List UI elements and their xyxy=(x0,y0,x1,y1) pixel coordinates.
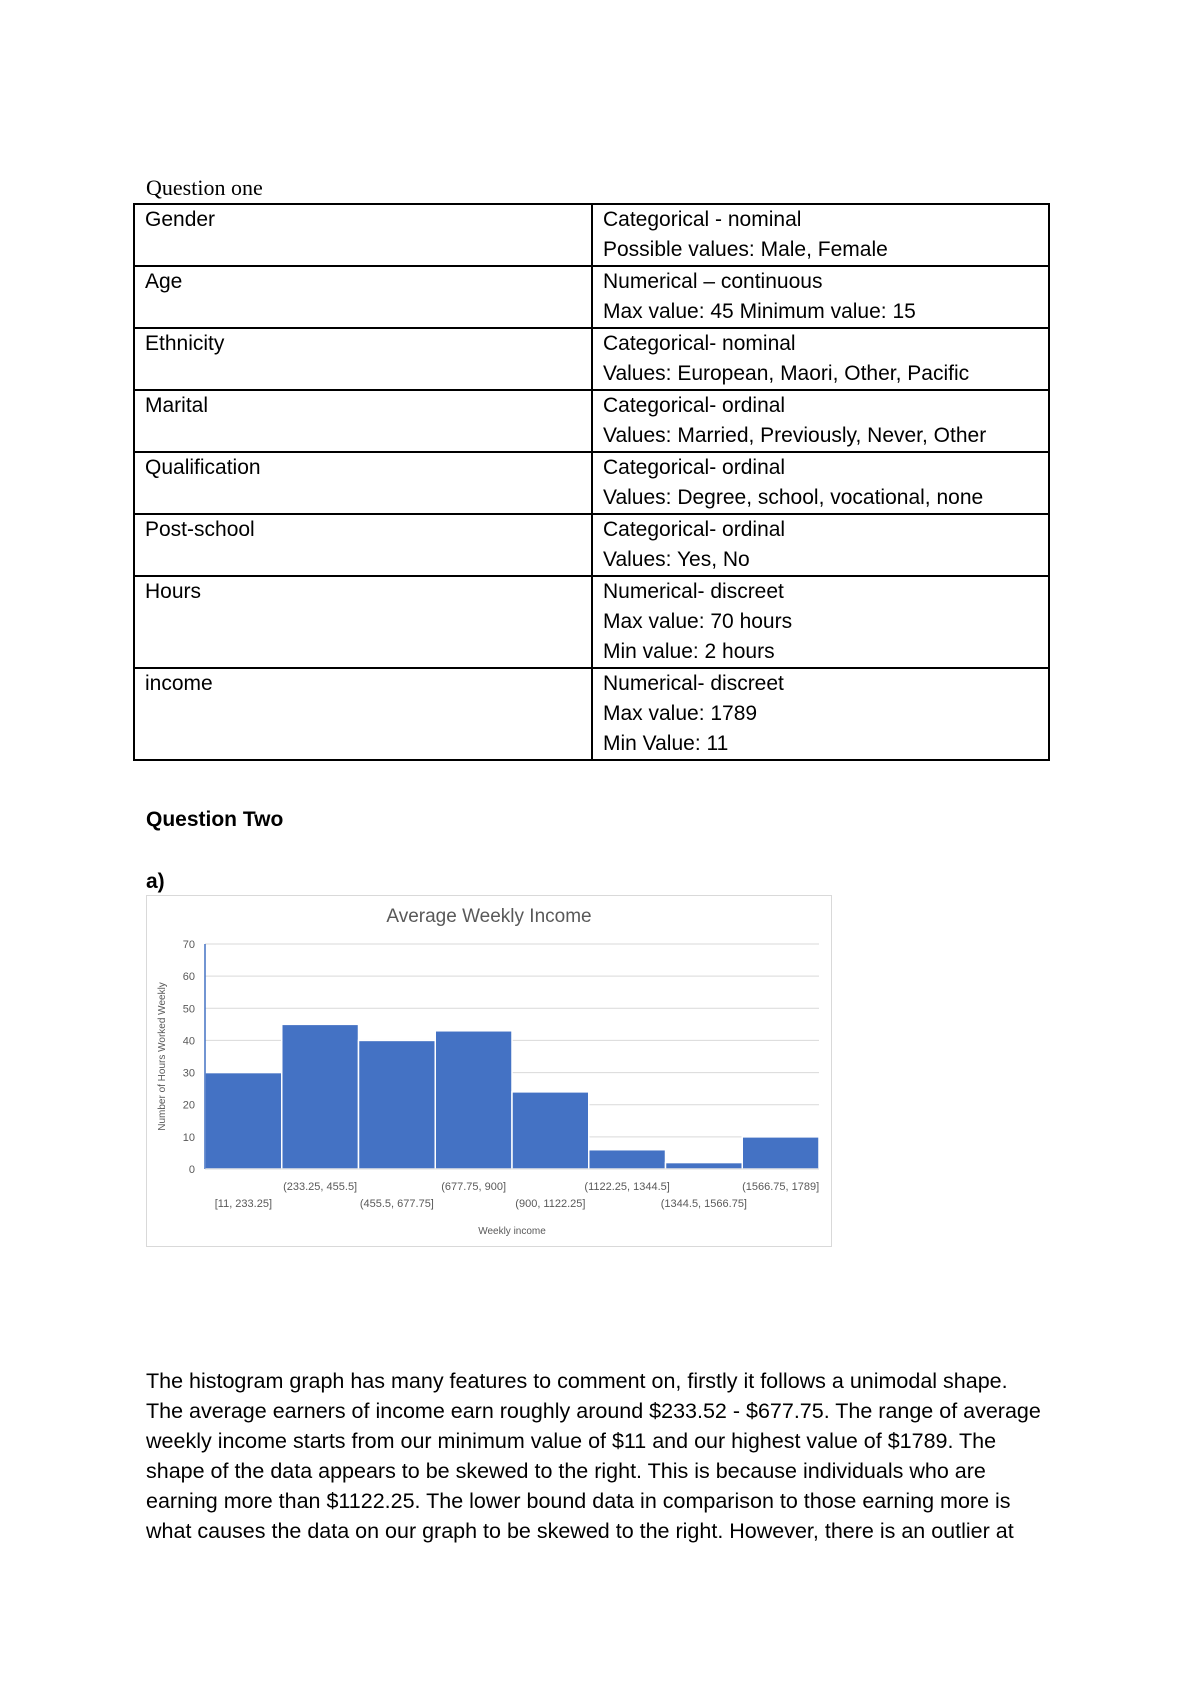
description-line: Values: Yes, No xyxy=(603,548,750,571)
histogram-bar xyxy=(589,1150,666,1169)
x-tick-label: [11, 233.25] xyxy=(214,1198,273,1210)
variable-name: Ethnicity xyxy=(134,328,592,390)
variables-table xyxy=(133,203,1050,761)
histogram-chart xyxy=(146,895,832,1247)
variable-description xyxy=(592,514,1049,576)
description-line: Numerical – continuous xyxy=(603,270,823,293)
variable-name: Qualification xyxy=(134,452,592,514)
x-tick-label: (1344.5, 1566.75] xyxy=(660,1198,747,1210)
table-row xyxy=(134,576,1049,668)
variable-name: Post-school xyxy=(134,514,592,576)
variable-description xyxy=(592,266,1049,328)
y-tick-label: 30 xyxy=(182,1067,195,1080)
table-row xyxy=(134,390,1049,452)
description-line: Max value: 70 hours xyxy=(603,610,793,633)
x-axis-title: Weekly income xyxy=(478,1226,546,1237)
histogram-bar xyxy=(435,1031,512,1169)
variable-name: income xyxy=(134,668,592,760)
histogram-bar xyxy=(512,1092,589,1169)
y-tick-label: 60 xyxy=(182,971,195,984)
table-row xyxy=(134,452,1049,514)
histogram-bar xyxy=(359,1040,436,1169)
variable-name: Marital xyxy=(134,390,592,452)
description-line: Max value: 1789 xyxy=(603,702,758,725)
description-line: Values: Degree, school, vocational, none xyxy=(603,486,984,509)
table-row xyxy=(134,328,1049,390)
description-line: Numerical- discreet xyxy=(603,580,784,603)
description-line: Values: Married, Previously, Never, Other xyxy=(603,424,987,447)
variable-description xyxy=(592,576,1049,668)
histogram-svg xyxy=(147,896,831,1246)
description-line: Values: European, Maori, Other, Pacific xyxy=(603,362,970,385)
variable-name: Age xyxy=(134,266,592,328)
table-row xyxy=(134,266,1049,328)
question-two-heading: Question Two xyxy=(146,808,284,831)
y-tick-label: 50 xyxy=(182,1003,195,1016)
histogram-commentary: The histogram graph has many features to comment on, firstly it follows a unimodal shape. The average earners of income earn roughly around $233.52 - $677.75. The range of average weekly income starts from our minimum value of $11 and our highest value of $1789. The shape of the data appears to be skewed to the right. This is because individuals who are earning more than $1122.25. The lower bound data in comparison to those earning more is what causes the data on our graph to be skewed to the right. However, there is an outlier at xyxy=(146,1369,1041,1543)
description-line: Possible values: Male, Female xyxy=(603,238,888,261)
description-line: Categorical- ordinal xyxy=(603,394,786,417)
variable-name: Hours xyxy=(134,576,592,668)
x-tick-label: (455.5, 677.75] xyxy=(359,1198,434,1210)
part-a-label: a) xyxy=(146,870,165,893)
table-row xyxy=(134,204,1049,266)
histogram-bar xyxy=(742,1137,819,1169)
variable-description xyxy=(592,668,1049,760)
table-row xyxy=(134,514,1049,576)
description-line: Min value: 2 hours xyxy=(603,640,775,663)
variable-description xyxy=(592,390,1049,452)
histogram-bar xyxy=(205,1073,282,1169)
description-line: Categorical- nominal xyxy=(603,332,796,355)
description-line: Categorical- ordinal xyxy=(603,456,786,479)
description-line: Max value: 45 Minimum value: 15 xyxy=(603,300,916,323)
description-line: Categorical - nominal xyxy=(603,208,802,231)
table-row xyxy=(134,668,1049,760)
y-tick-label: 0 xyxy=(188,1164,195,1176)
chart-title: Average Weekly Income xyxy=(386,906,592,927)
y-tick-label: 10 xyxy=(182,1131,195,1144)
x-tick-label: (677.75, 900] xyxy=(441,1181,507,1193)
description-line: Min Value: 11 xyxy=(603,732,729,755)
variable-description xyxy=(592,452,1049,514)
description-line: Numerical- discreet xyxy=(603,672,784,695)
question-one-heading: Question one xyxy=(146,175,263,200)
histogram-bar xyxy=(282,1024,359,1169)
x-tick-label: (900, 1122.25] xyxy=(515,1198,586,1210)
x-tick-label: (1122.25, 1344.5] xyxy=(584,1181,670,1193)
histogram-bar xyxy=(666,1163,743,1169)
x-tick-label: (1566.75, 1789] xyxy=(742,1181,820,1193)
variable-description xyxy=(592,204,1049,266)
x-tick-label: (233.25, 455.5] xyxy=(283,1181,358,1193)
description-line: Categorical- ordinal xyxy=(603,518,786,541)
variable-name: Gender xyxy=(134,204,592,266)
y-axis-title: Number of Hours Worked Weekly xyxy=(157,982,168,1131)
variable-description xyxy=(592,328,1049,390)
y-tick-label: 40 xyxy=(182,1035,195,1048)
y-tick-label: 20 xyxy=(182,1099,195,1112)
y-tick-label: 70 xyxy=(182,939,195,951)
